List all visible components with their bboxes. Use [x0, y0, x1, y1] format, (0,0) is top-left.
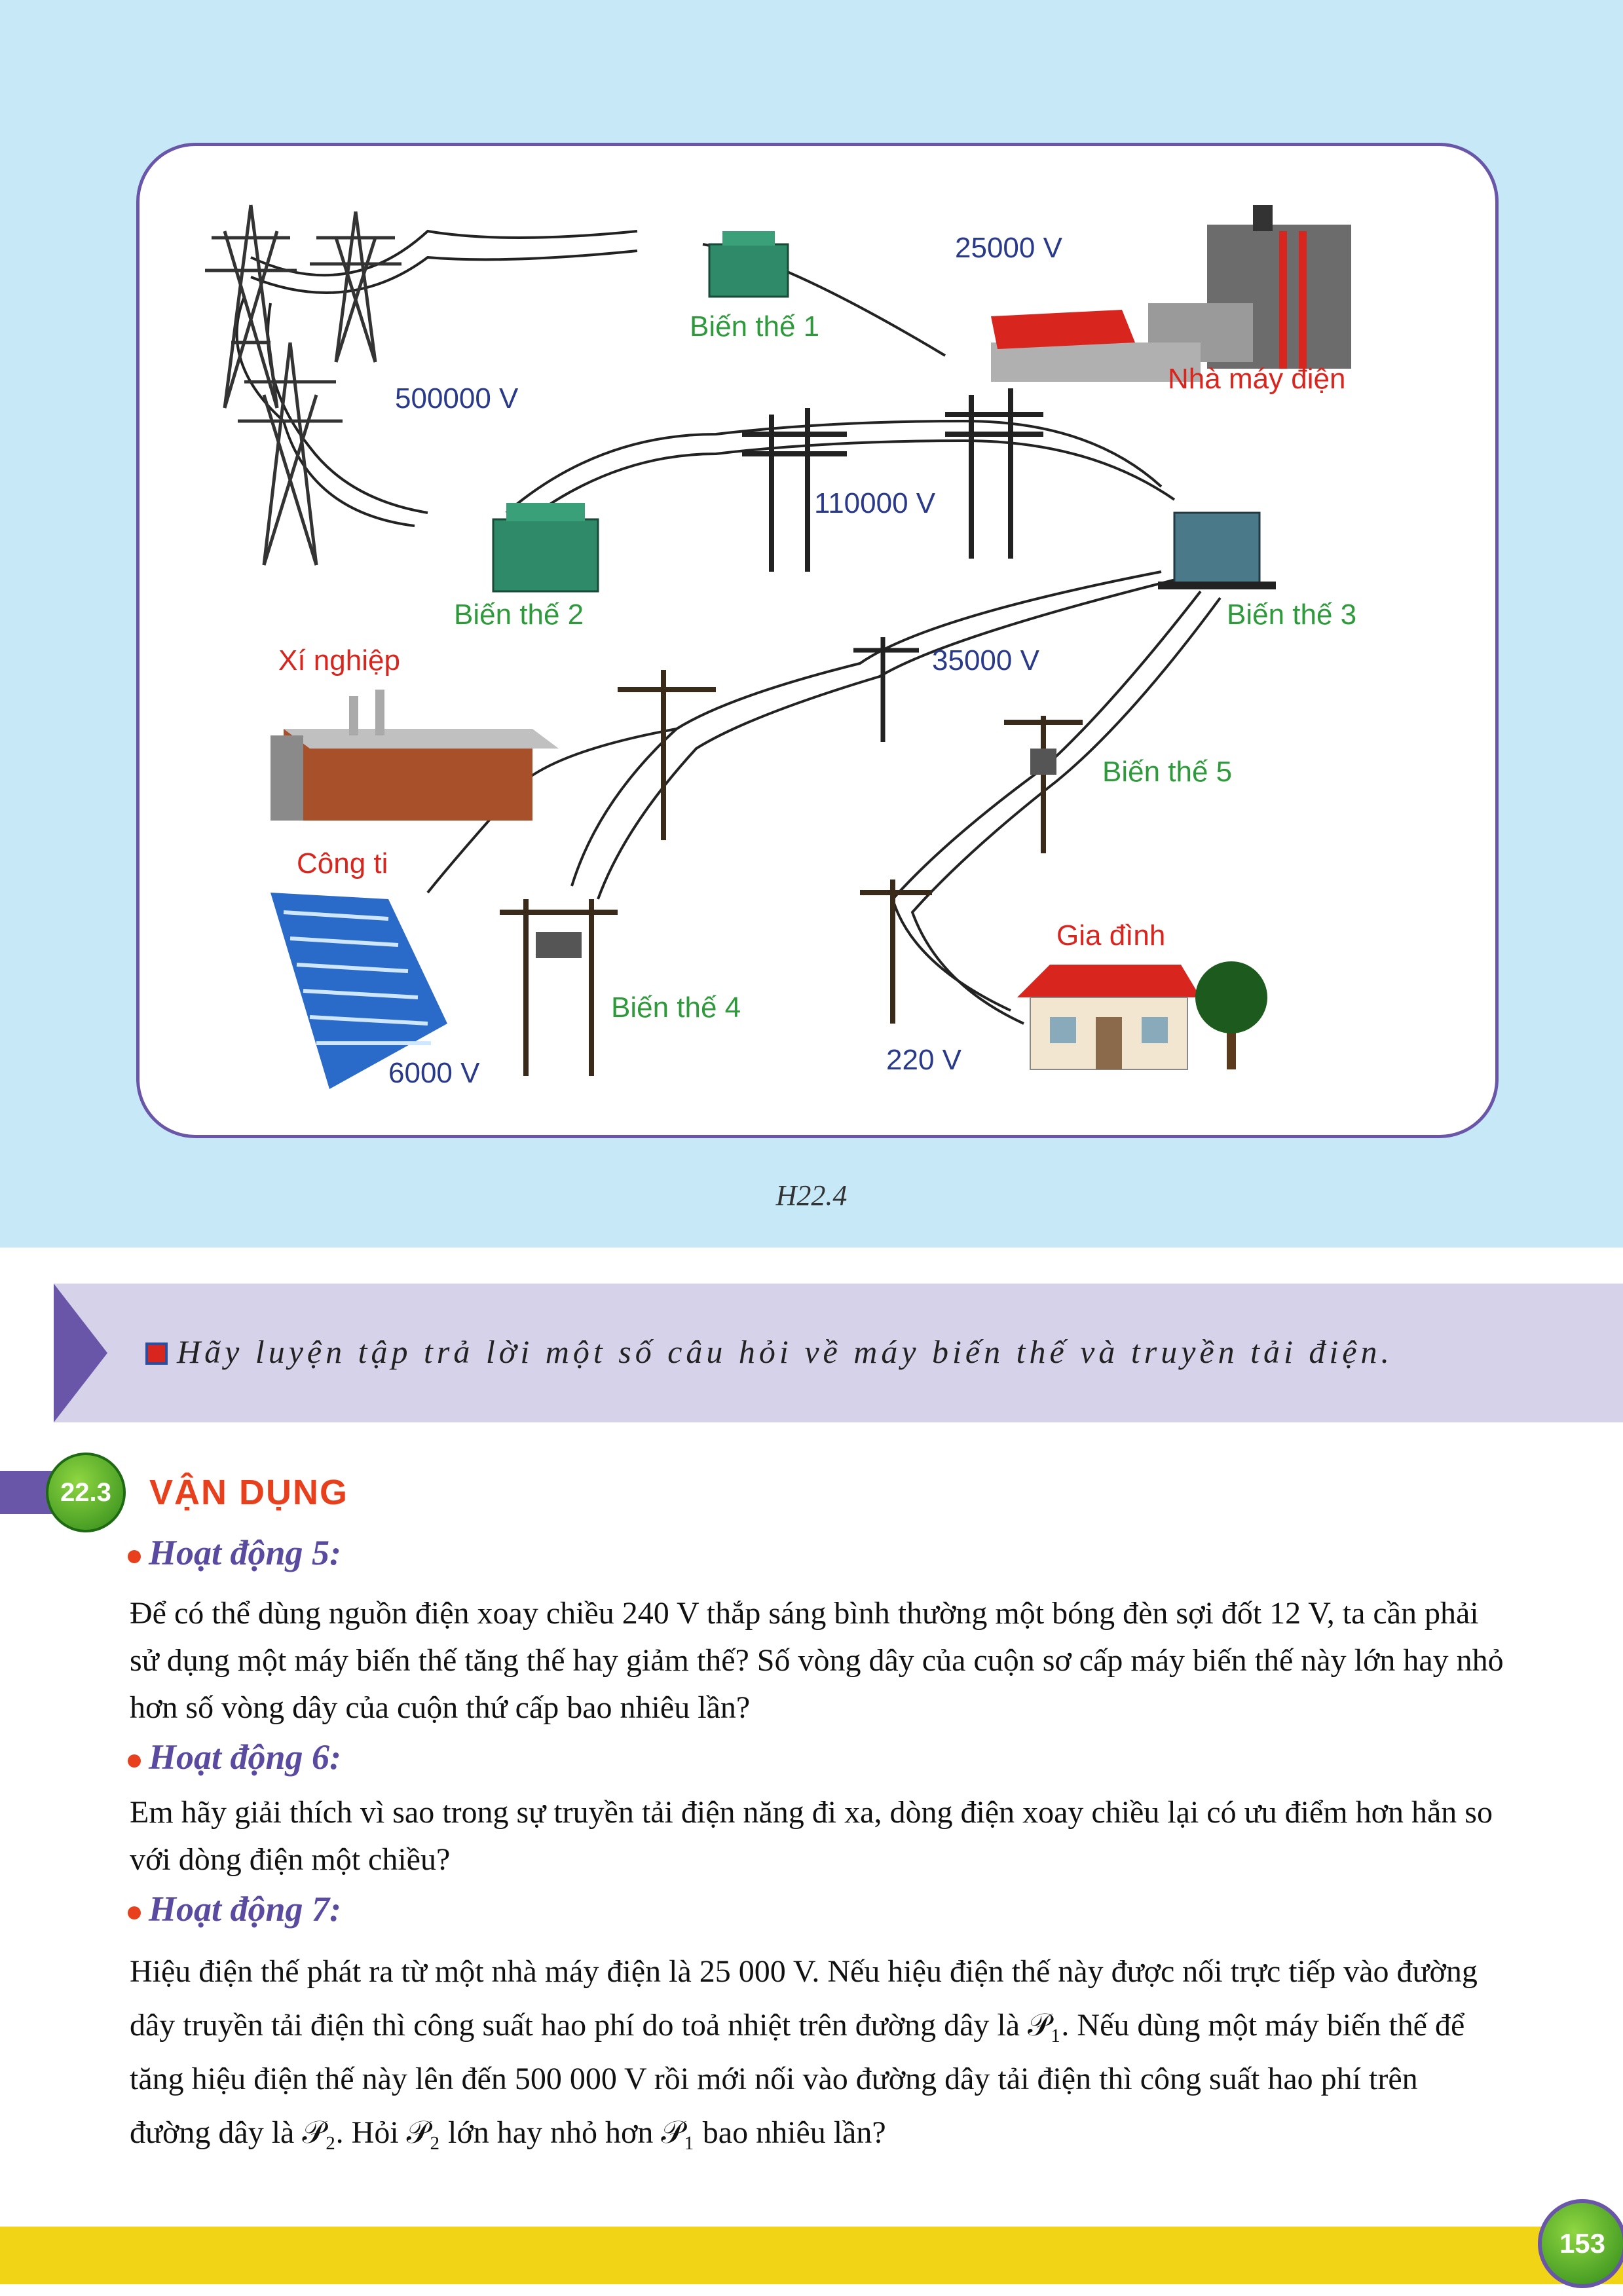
label-6000v: 6000 V: [388, 1057, 480, 1089]
section-number-badge: 22.3: [46, 1453, 126, 1532]
label-bienthe-1: Biến thế 1: [690, 310, 820, 343]
label-cong-ti: Công ti: [297, 847, 388, 880]
activity-7-title: Hoạt động 7:: [149, 1889, 342, 1929]
label-bienthe-5: Biến thế 5: [1102, 756, 1233, 788]
activity-7-heading: [128, 1889, 341, 1929]
transformer-3: [1158, 513, 1276, 589]
activity-6-text: Em hãy giải thích vì sao trong sự truyền tải điện năng đi xa, dòng điện xoay chiều lại có ưu điểm hơn hẳn so với dòng điện một chiều?: [130, 1795, 1493, 1877]
label-220v: 220 V: [886, 1044, 961, 1076]
bullet-icon: [128, 1906, 141, 1919]
label-xi-nghiep: Xí nghiệp: [278, 644, 400, 676]
bullet-icon: [128, 1754, 141, 1768]
house: [1017, 965, 1201, 1069]
pole-35kv: [853, 637, 919, 742]
footer-bar: [0, 2227, 1623, 2284]
label-bienthe-3: Biến thế 3: [1227, 599, 1357, 631]
power-transmission-figure: [136, 143, 1499, 1138]
activity-6-title: Hoạt động 6:: [149, 1737, 342, 1777]
pole-industrial: [618, 670, 716, 840]
tower-2: [310, 212, 401, 362]
practice-text-content: Hãy luyện tập trả lời một số câu hỏi về máy biến thế và truyền tải điện.: [177, 1333, 1393, 1370]
figure-caption: H22.4: [775, 1179, 848, 1212]
label-25000v: 25000 V: [955, 232, 1062, 264]
transformer-2: [493, 503, 598, 591]
bullet-icon: [128, 1550, 141, 1563]
tower-1: [205, 205, 297, 408]
tower-3: [238, 343, 343, 565]
practice-text: [145, 1333, 1393, 1371]
factory: [270, 690, 559, 821]
tree: [1195, 961, 1267, 1069]
label-bienthe-4: Biến thế 4: [611, 991, 741, 1024]
practice-arrow-icon: [54, 1284, 107, 1422]
label-bienthe-2: Biến thế 2: [454, 599, 584, 631]
activity-5-heading: [128, 1532, 341, 1573]
label-110000v: 110000 V: [814, 487, 936, 519]
figure-illustration: [140, 146, 1495, 1135]
pole-bienthe5: [1004, 716, 1083, 853]
page-number: 153: [1538, 2199, 1623, 2288]
transformer-1: [709, 231, 788, 297]
pole-110kv-2: [945, 388, 1043, 559]
label-35000v: 35000 V: [932, 644, 1039, 676]
activity-7-text: Hiệu điện thế phát ra từ một nhà máy điện là 25 000 V. Nếu hiệu điện thế này được nối trực tiếp vào đường dây truyền tải điện thì công suất hao phí do toả nhiệt trên đường dây là 𝒫₁. Nếu dùng một máy biến thế để tăng hiệu điện thế này lên đến 500 000 V rồi mới nối vào đường dây tải điện thì công suất hao phí trên đường dây là 𝒫₂. Hỏi 𝒫₂ lớn hay nhỏ hơn 𝒫₁ bao nhiêu lần?: [130, 1954, 1478, 2150]
label-gia-dinh: Gia đình: [1056, 919, 1166, 952]
section-title: VẬN DỤNG: [149, 1473, 349, 1512]
pole-bienthe4: [500, 899, 618, 1076]
label-nha-may-dien: Nhà máy điện: [1168, 363, 1346, 395]
label-500000v: 500000 V: [395, 382, 519, 415]
activity-6-heading: [128, 1737, 341, 1777]
activity-5-title: Hoạt động 5:: [149, 1533, 342, 1572]
activity-5-text: Để có thể dùng nguồn điện xoay chiều 240 V thắp sáng bình thường một bóng đèn sợi đốt 12 V, ta cần phải sử dụng một máy biến thế tăng thế hay giảm thế? Số vòng dây của cuộn sơ cấp máy biến thế này lớn hay nhỏ hơn số vòng dây của cuộn thứ cấp bao nhiêu lần?: [130, 1596, 1504, 1725]
